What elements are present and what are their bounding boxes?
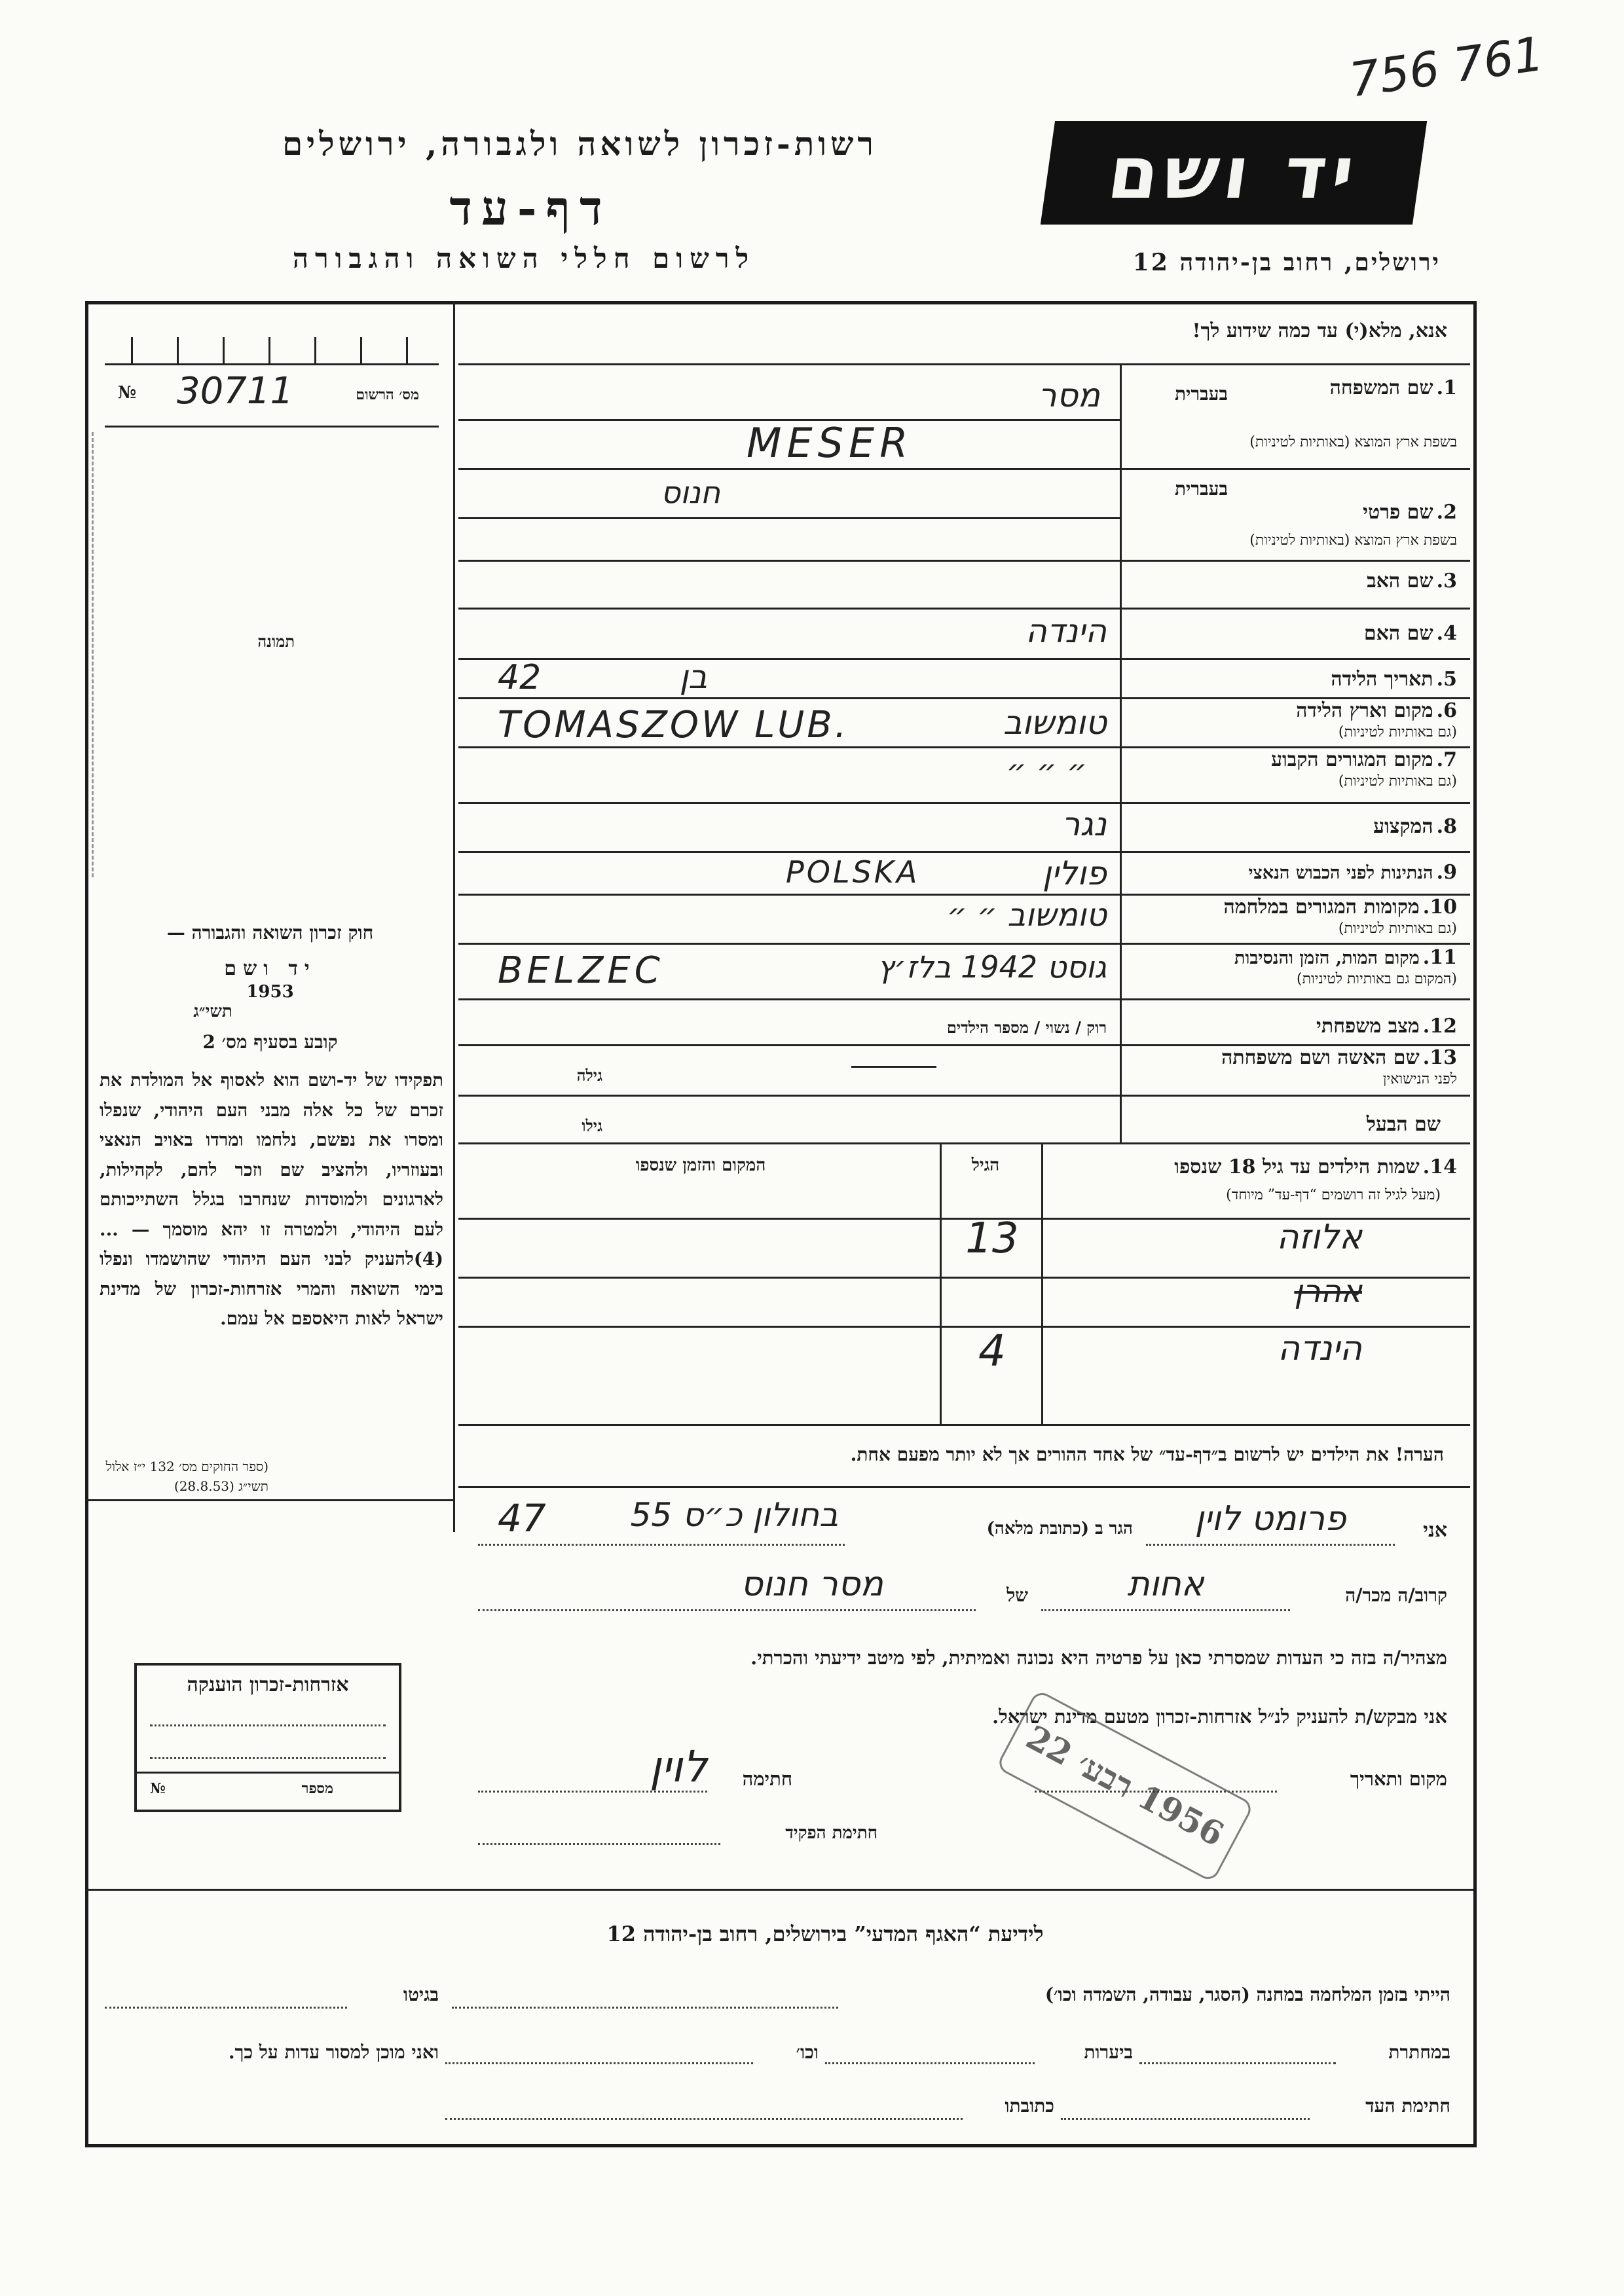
- citizenship-line-2: [150, 1757, 386, 1759]
- field-1-bottom: [458, 468, 1470, 470]
- field-13-value: גילה: [576, 1066, 602, 1085]
- field-12-label: מצב משפחתי: [1316, 1015, 1420, 1038]
- field-1-label: שם המשפחה: [1329, 376, 1433, 399]
- witness-title: לידיעת “האגף המדעי” בירושלים, רחוב בן-יהודה 12: [606, 1922, 1044, 1946]
- field-5-label: תאריך הלידה: [1331, 668, 1433, 691]
- record-number-label: מס׳ הרשום: [356, 386, 419, 403]
- field-10-num: 10.: [1422, 896, 1457, 919]
- field-13-row: [1123, 1046, 1457, 1069]
- field-11-latin: BELZEC: [498, 949, 664, 992]
- address-line: [478, 1544, 845, 1546]
- children-header: [1048, 1156, 1457, 1178]
- field-7-value: ״ ״ ״: [1006, 753, 1087, 790]
- field-7-label: מקום המגורים הקבוע: [1271, 748, 1433, 771]
- note-bottom: [458, 1486, 1470, 1488]
- witness-line1-blank: [452, 2007, 838, 2009]
- address-value: בחולון כ״ס 55: [630, 1496, 838, 1534]
- citizenship-line-1: [150, 1724, 386, 1726]
- declarant-name-line: [1146, 1544, 1395, 1546]
- husband-bottom: [458, 1142, 1470, 1144]
- relation-value: אחות: [1127, 1565, 1204, 1604]
- record-number-value: 30711: [177, 370, 294, 412]
- field-10-sub: (גם באותיות לטיניות): [1338, 920, 1457, 937]
- field-9-value: פולין: [1042, 854, 1107, 892]
- field-11-bottom: [458, 998, 1470, 1000]
- signature-value: לוין: [649, 1741, 707, 1792]
- witness-line1: הייתי בזמן המלחמה במחנה (הסגר, עבודה, השמדה וכו׳): [1044, 1984, 1450, 2005]
- age-header: הגיל: [971, 1156, 1000, 1175]
- child-3-name: הינדה: [1278, 1329, 1362, 1368]
- field-1-hebrew-label: בעברית: [1174, 383, 1228, 405]
- field-6-latin: TOMASZOW LUB.: [498, 704, 849, 746]
- field-7-bottom: [458, 802, 1470, 804]
- field-8-bottom: [458, 851, 1470, 853]
- place-header: המקום והזמן שנספו: [635, 1156, 766, 1175]
- witness-line2-end: ואני מוכן למסור עדות על כך.: [228, 2041, 439, 2063]
- signature-label: חתימה: [742, 1768, 792, 1790]
- witness-line3-start: חתימת העד: [1365, 2095, 1450, 2117]
- law-year-heb: תשי״ג: [193, 1002, 232, 1021]
- witness-line2-start: במחתרת: [1388, 2041, 1450, 2063]
- husband-value: גילו: [581, 1116, 602, 1135]
- field-6-sub: (גם באותיות לטיניות): [1338, 724, 1457, 740]
- children-table-bottom: [458, 1424, 1470, 1426]
- field-2-mid-line: [458, 517, 1120, 519]
- field-11-num: 11.: [1422, 946, 1457, 969]
- field-7-sub: (גם באותיות לטיניות): [1338, 773, 1457, 790]
- field-1-latin-value: MESER: [747, 419, 913, 467]
- citizenship-number-label: מספר: [301, 1780, 333, 1797]
- field-1-num: 1.: [1436, 376, 1457, 399]
- law-text: תפקידו של יד-ושם הוא לאסוף אל המולדת את זכרם של כל אלה מבני העם היהודי, שנפלו ומסרו את נפשם, נלחמו ומרדו באויב הנאצי ובעוזריו, ולהציב שם וזכר להם, לקהילות, לארגונים ולמוסדות שנחרבו בגלל השתייכותם לעם היהודי, ולמטרה זו יהא מוסמך — ...(4)להעניק לבני העם היהודי שהושמדו ונפלו בימי השואה והמרי אזרחות-זכרון של מדינת ישראל לאות היאספם אל עמם.: [100, 1070, 443, 1329]
- law-citation: (ספר החוקים מס׳ 132 י״ז אלול תשי״ג (28.8.53): [105, 1459, 268, 1494]
- record-number-underline: [105, 426, 439, 428]
- law-box-bottom: [85, 1499, 455, 1501]
- field-10-value: טומשוב ״ ״: [946, 897, 1107, 934]
- field-13-label: שם האשה ושם משפחתה: [1221, 1046, 1420, 1069]
- address-line: ירושלים, רחוב בן-יהודה 12: [1132, 249, 1441, 276]
- field-5-row: [1123, 668, 1457, 691]
- child-1-name: אלוזה: [1276, 1218, 1362, 1257]
- handwritten-reference: 756 761: [1346, 26, 1547, 108]
- witness-line2-blank3: [445, 2062, 753, 2064]
- relation-prefix: קרוב/ה מכר/ה: [1345, 1584, 1447, 1606]
- declaration-text: מצהיר/ה בזה כי העדות שמסרתי כאן על פרטיה היא נכונה ואמיתית, לפי מיטב ידיעתי והכרתי.: [750, 1647, 1447, 1669]
- field-8-num: 8.: [1436, 815, 1457, 838]
- field-13-bottom: [458, 1095, 1470, 1097]
- field-2-label: שם פרטי: [1363, 501, 1433, 524]
- field-6-label: מקום וארץ הלידה: [1296, 699, 1433, 722]
- relation-of: של: [1006, 1584, 1028, 1606]
- witness-line2-blank2: [825, 2062, 1035, 2064]
- address-number: 47: [498, 1496, 546, 1540]
- field-9-label: הנתינות לפני הכבוש הנאצי: [1248, 863, 1433, 883]
- field-1-sub: בשפת ארץ המוצא (באותיות לטיניות): [1249, 434, 1457, 450]
- field-10-row: [1123, 896, 1457, 919]
- field-10-bottom: [458, 943, 1470, 945]
- witness-line1-ghetto-blank: [105, 2007, 347, 2009]
- witness-line2-etc: וכו׳: [796, 2041, 819, 2063]
- record-number-ticks: [105, 331, 439, 365]
- field-9-latin: POLSKA: [786, 854, 920, 890]
- child-3-age: 4: [978, 1326, 1006, 1376]
- field-10-label: מקומות המגורים במלחמה: [1223, 896, 1420, 919]
- relation-name-line: [478, 1609, 976, 1611]
- request-text: אני מבקש/ת להעניק לנ״ל אזרחות-זכרון מטעם מדינת ישראל.: [992, 1705, 1447, 1728]
- citizenship-number-line: [137, 1772, 399, 1774]
- stamp-text: 1956 רבע׳ 22: [1020, 1717, 1230, 1854]
- form-title: דף-עד: [449, 180, 612, 236]
- law-name: יד ושם: [224, 957, 316, 980]
- age-col-left: [940, 1142, 942, 1424]
- field-2-hebrew-value: חנוס: [661, 475, 720, 510]
- field-9-row: [1123, 861, 1457, 884]
- field-6-value: טומשוב: [1003, 704, 1107, 742]
- authority-line: רשות-זכרון לשואה ולגבורה, ירושלים: [282, 124, 877, 163]
- witness-line2-mid: ביערות: [1084, 2041, 1133, 2063]
- field-2-num: 2.: [1436, 501, 1457, 524]
- citizenship-title: אזרחות-זכרון הוענקה: [187, 1673, 349, 1696]
- address-label: הגר ב (כתובת מלאה): [986, 1519, 1133, 1539]
- field-6-num: 6.: [1436, 699, 1457, 722]
- field-13-num: 13.: [1422, 1046, 1457, 1069]
- logo-text: יד ושם: [1103, 131, 1365, 215]
- declarant-name: פרומט לוין: [1194, 1499, 1346, 1539]
- child-2-name: אהרן: [1294, 1273, 1362, 1310]
- field-4-num: 4.: [1436, 622, 1457, 645]
- witness-divider: [85, 1889, 1473, 1891]
- field-3-label: שם האב: [1367, 570, 1433, 592]
- children-sub: (מעל לגיל זה רושמים “דף-עד” מיוחד): [1226, 1187, 1441, 1203]
- field-5-age: 42: [498, 658, 542, 697]
- declarant-prefix: אני: [1423, 1519, 1447, 1542]
- record-number-mark: №: [118, 383, 137, 403]
- form-subtitle: לרשום חללי השואה והגבורה: [292, 242, 756, 274]
- children-num: 14.: [1422, 1156, 1457, 1178]
- field-8-value: נגר: [1061, 805, 1107, 843]
- citizenship-number-mark: №: [150, 1780, 166, 1797]
- children-label: שמות הילדים עד גיל 18 שנספו: [1174, 1156, 1420, 1178]
- field-8-row: [1123, 815, 1457, 838]
- husband-label: שם הבעל: [1366, 1113, 1441, 1136]
- law-year: 1953: [246, 982, 294, 1002]
- photo-area: [92, 432, 451, 877]
- witness-line3-mid: כתובתו: [1005, 2095, 1054, 2117]
- instruction-divider: [458, 363, 1470, 365]
- field-4-label: שם האם: [1363, 622, 1433, 645]
- place-date-label: מקום ותאריך: [1350, 1768, 1447, 1790]
- relation-name: מסר חנוס: [741, 1565, 883, 1604]
- field-4-row: [1123, 622, 1457, 645]
- field-1-hebrew-value: מסר: [1038, 376, 1100, 414]
- field-11-value: גוסט 1942 בלז׳ץ: [877, 949, 1107, 985]
- witness-line1-end: בגיטו: [403, 1984, 439, 2005]
- signature-line: [478, 1791, 707, 1793]
- witness-line3-blank2: [445, 2118, 963, 2120]
- field-8-label: המקצוע: [1373, 815, 1433, 838]
- field-5-num: 5.: [1436, 668, 1457, 691]
- field-9-num: 9.: [1436, 861, 1457, 884]
- citizenship-box: [134, 1663, 401, 1812]
- field-3-row: [1123, 570, 1457, 592]
- field-5-value: בן: [679, 658, 707, 696]
- field-2-row: [1123, 501, 1457, 524]
- field-11-label: מקום המות, הזמן והנסיבות: [1234, 948, 1420, 968]
- field-12-row: [1123, 1015, 1457, 1038]
- field-11-row: [1123, 946, 1457, 969]
- instruction: אנא, מלא(י) עד כמה שידוע לך!: [1192, 319, 1447, 342]
- witness-line2-blank1: [1139, 2062, 1336, 2064]
- field-12-value: רוק / נשוי / מספר הילדים: [946, 1018, 1107, 1037]
- witness-line3-blank1: [1061, 2118, 1310, 2120]
- field-3-bottom: [458, 608, 1470, 610]
- field-2-hebrew-label: בעברית: [1174, 478, 1228, 500]
- field-4-value: הינדה: [1025, 612, 1107, 650]
- field-7-num: 7.: [1436, 748, 1457, 771]
- field-6-row: [1123, 699, 1457, 722]
- field-4-bottom: [458, 658, 1470, 660]
- yad-vashem-logo: [1041, 121, 1427, 225]
- field-11-sub: (המקום גם באותיות לטיניות): [1297, 971, 1457, 987]
- age-col-right: [1041, 1142, 1043, 1424]
- field-2-sub: בשפת ארץ המוצא (באותיות לטיניות): [1249, 532, 1457, 549]
- relation-line: [1041, 1609, 1290, 1611]
- field-13-sub: לפני הנישואין: [1382, 1071, 1457, 1087]
- law-section: קובע בסעיף מס׳ 2: [202, 1031, 338, 1053]
- sidebar-divider: [453, 301, 455, 1532]
- label-divider: [1120, 363, 1122, 1142]
- photo-label: תמונה: [257, 632, 295, 651]
- clerk-label: חתימת הפקיד: [785, 1823, 877, 1843]
- field-7-row: [1123, 748, 1457, 771]
- field-13-dash: [851, 1066, 936, 1068]
- clerk-line: [478, 1843, 720, 1845]
- note-text: הערה! את הילדים יש לרשום ב״דף-עד״ של אחד ההורים אך לא יותר מפעם אחת.: [850, 1444, 1444, 1465]
- law-title: חוק זכרון השואה והגבורה —: [166, 922, 374, 943]
- field-12-num: 12.: [1422, 1015, 1457, 1038]
- field-2-bottom: [458, 560, 1470, 562]
- field-3-num: 3.: [1436, 570, 1457, 592]
- child-1-age: 13: [965, 1214, 1019, 1263]
